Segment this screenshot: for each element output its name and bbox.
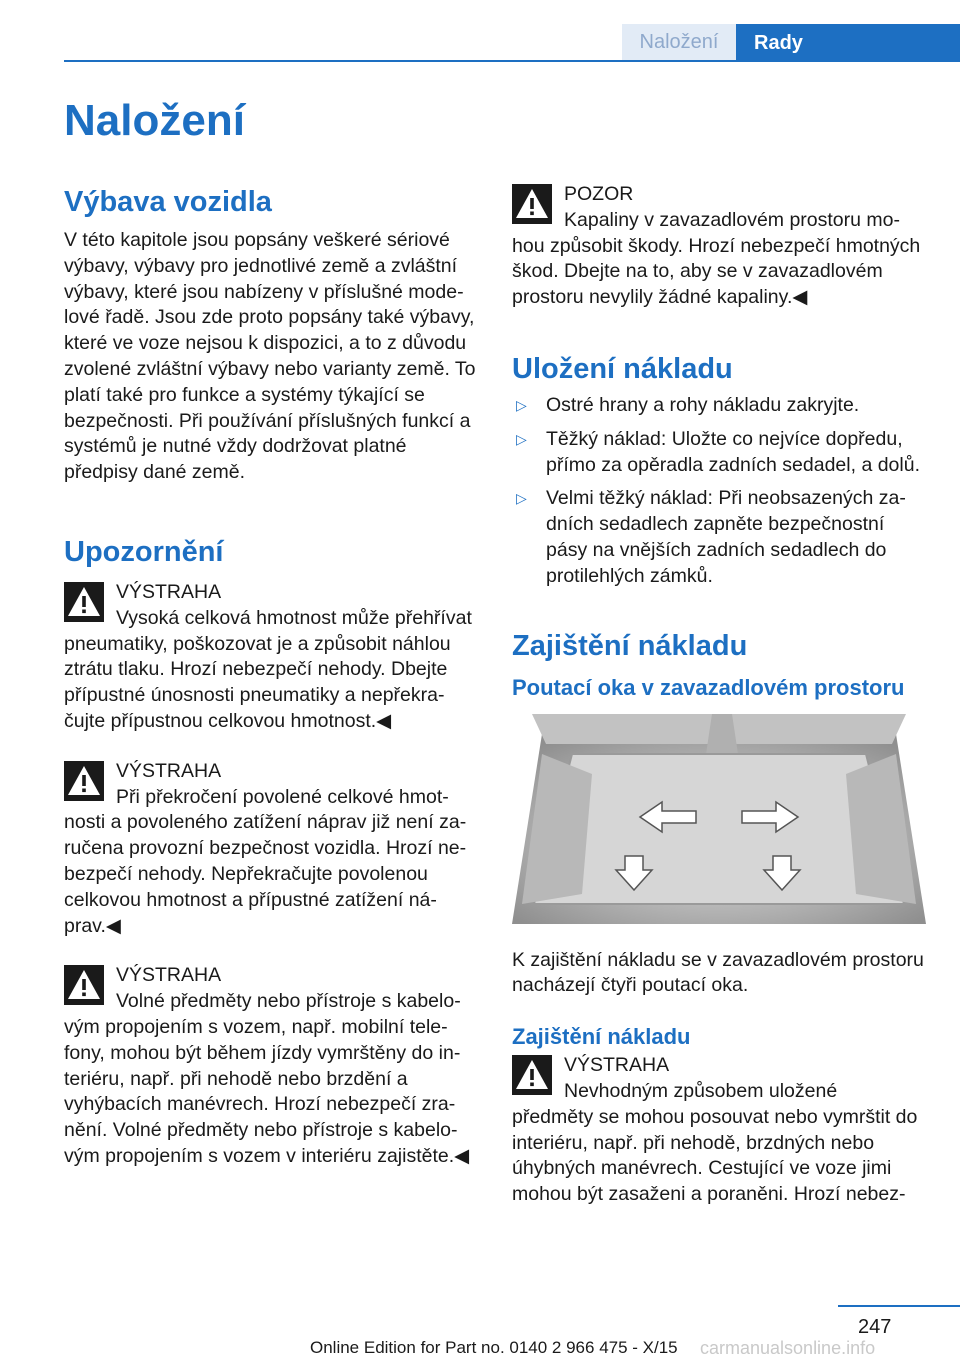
warning-triangle-icon [64,582,104,622]
warning-text-first-line: Při překročení povolené celkové hmot- [116,785,449,808]
warning-block-4 [512,1053,926,1208]
warning-label: VÝSTRAHA [116,964,222,987]
trunk-photo [512,714,926,932]
subsection-title-zajisteni-nakladu: Zajištění nákladu [512,1024,691,1050]
notice-label: POZOR [564,183,634,205]
warning-triangle-icon [512,184,552,224]
right-column [512,182,926,1208]
warning-block-3 [64,963,478,1169]
warning-label: VÝSTRAHA [116,759,222,782]
notice-block [512,182,926,311]
warning-triangle-icon [64,761,104,801]
warning-label: VÝSTRAHA [564,1054,670,1077]
notice-text: hou způsobit škody. Hrozí nebezpečí hmotných škod. Dbejte na to, aby se v zavazadlovém prostoru nevylily žádné kapaliny.◀ [512,234,921,309]
notice-text-first-line: Kapaliny v zavazadlovém prostoru mo- [564,208,900,231]
warning-text-first-line: Vysoká celková hmotnost může přehřívat [116,606,472,629]
warning-text: vým propojením s vozem, např. mobilní telefony, mohou být během jízdy vymrštěny do interiéru, např. při nehodě nebo brzdění a vyhýbacích manévrech. Hrozí nebezpečí zranění. Volné předměty nebo přístroje s kabelovým propojením s vozem v interiéru zajistěte.◀ [64,1015,470,1167]
warning-triangle-icon [64,965,104,1005]
section-title-zajisteni: Zajištění nákladu [512,629,748,662]
section-text-vybava: V této kapitole jsou popsány veškeré sériové výbavy, výbavy pro jednotlivé země a zvláštní výbavy, které jsou nabízeny v příslušné modelové řadě. Jsou zde proto popsány také výbavy, které ve voze nejsou k dispozici, a to z důvodu zvolené zvláštní výbavy nebo varianty země. To platí také pro funkce a systémy týkající se bezpečnosti. Při používání příslušných funkcí a systémů je nutné vždy dodržovat platné předpisy dané země. [64,229,476,484]
section-title-upozorneni: Upozornění [64,535,224,568]
section-title-vybava: Výbava vozidla [64,186,272,218]
bullet-triangle-icon: ▷ [516,430,527,447]
list-item [512,486,926,589]
list-item-text: Těžký náklad: Uložte co nejvíce dopředu, přímo za opěradla zadních sedadel, a dolů. [546,427,920,476]
list-item [512,393,926,419]
watermark: carmanualsonline.info [700,1338,876,1358]
warning-block-2 [64,759,478,940]
page-title: Naložení [64,96,245,145]
page-number: 247 [858,1316,892,1338]
warning-text-first-line: Volné předměty nebo přístroje s kabelo- [116,990,461,1013]
warning-text: nosti a povoleného zatížení náprav již není zaručena provozní bezpečnost vozidla. Hrozí nebezpečí nehody. Nepřekračujte povolenou celkovou hmotnost a přípustné zatížení náprav.◀ [64,811,467,937]
warning-label: VÝSTRAHA [116,580,222,603]
header-tab-nalozeni[interactable]: Naložení [622,24,736,60]
list-item-text: Velmi těžký náklad: Při neobsazených zadních sedadlech zapněte bezpečnostní pásy na vnějších zadních sedadlech do protilehlých zámků. [546,487,906,587]
warning-text: předměty se mohou posouvat nebo vymrštit do interiéru, např. při nehodě, brzdných nebo úhybných manévrech. Cestující ve voze jimi mohou být zasaženi a poraněni. Hrozí nebez- [512,1105,918,1206]
subsection-title-poutaci-oka: Poutací oka v zavazadlovém prostoru [512,674,905,700]
header-tab-rady[interactable]: Rady [736,24,960,62]
warning-triangle-icon [512,1055,552,1095]
footer-edition: Online Edition for Part no. 0140 2 966 475 - X/15 [310,1338,678,1357]
list-item [512,427,926,479]
warning-text: pneumatiky, poškozovat je a způsobit náhlou ztrátu tlaku. Hrozí nebezpečí nehody. Dbejte přípustné únosnosti pneumatiky a nepřekračujte přípustnou celkovou hmotnost.◀ [64,632,451,732]
footer-divider [838,1305,960,1307]
warning-text-first-line: Nevhodným způsobem uložené [564,1079,838,1102]
bullet-list [512,393,926,590]
photo-caption: K zajištění nákladu se v zavazadlovém prostoru nacházejí čtyři poutací oka. [512,948,924,997]
bullet-triangle-icon: ▷ [516,396,527,413]
header-divider [64,60,960,62]
left-column [64,182,478,1170]
section-title-ulozeni: Uložení nákladu [512,352,733,385]
bullet-triangle-icon: ▷ [516,490,527,507]
warning-block-1 [64,580,478,735]
list-item-text: Ostré hrany a rohy nákladu zakryjte. [546,393,860,416]
